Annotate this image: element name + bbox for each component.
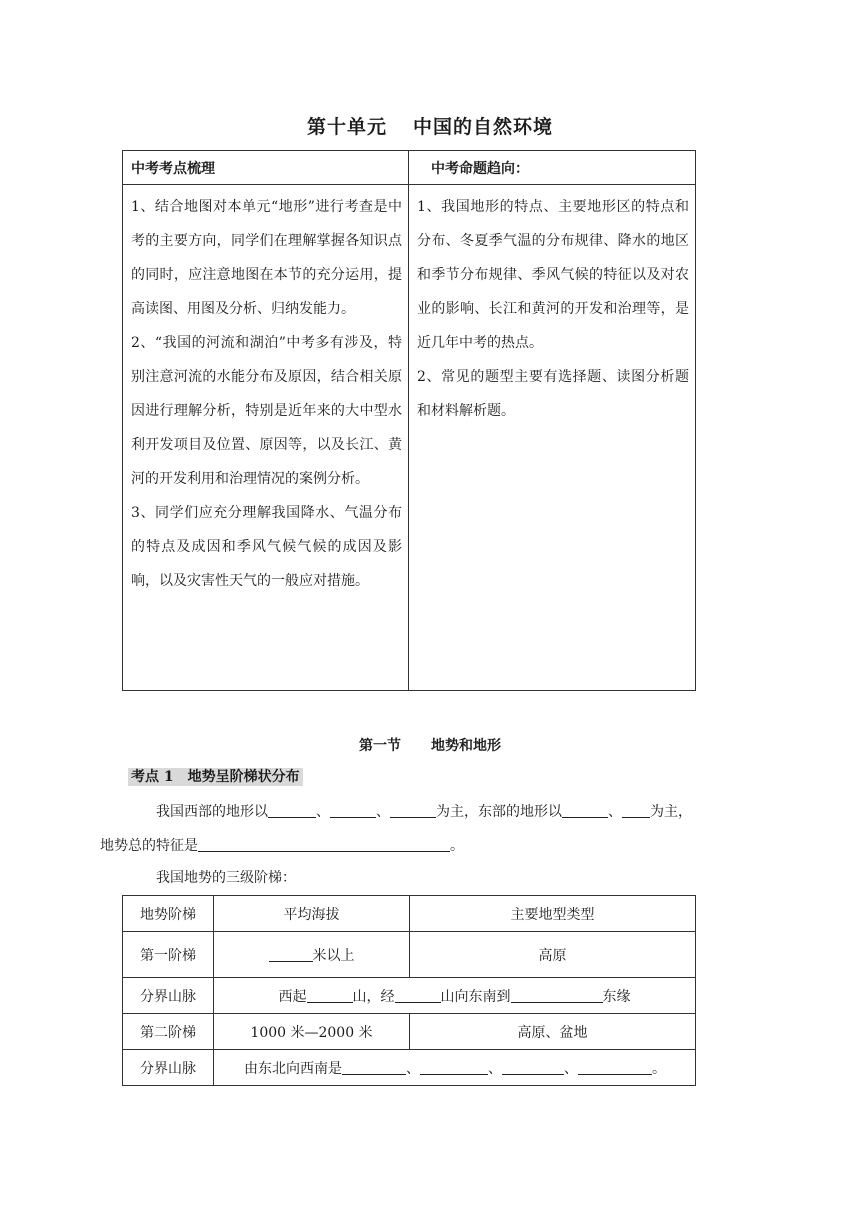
overview-right-item: 1、我国地形的特点、主要地形区的特点和分布、冬夏季气温的分布规律、降水的地区和季节分布规律、季风气候的特征以及对农业的影响、长江和黄河的开发和治理等，是近几年中考的热点。 <box>417 199 689 351</box>
answer-blank[interactable] <box>342 1058 406 1075</box>
row-label: 第一阶梯 <box>123 932 214 978</box>
text: 为主， <box>650 804 692 820</box>
text: 西起 <box>278 988 307 1005</box>
answer-blank[interactable] <box>622 801 650 818</box>
overview-left-item: 1、结合地图对本单元“地形”进行考查是中考的主要方向，同学们在理解掌握各知识点的同时，应注意地图在本节的充分运用，提高读图、用图及分析、归纳发能力。 <box>131 199 402 317</box>
text: 、 <box>406 1060 420 1077</box>
section-title <box>0 735 860 755</box>
text: 、 <box>376 804 390 820</box>
column-header: 地势阶梯 <box>123 896 214 932</box>
answer-blank[interactable] <box>420 1058 488 1075</box>
altitude-cell <box>214 932 410 978</box>
boundary-mountains-cell <box>214 978 696 1014</box>
answer-blank[interactable] <box>269 945 313 962</box>
answer-blank[interactable] <box>390 801 436 818</box>
text: 山向东南到 <box>440 988 511 1005</box>
table-row <box>123 1050 696 1086</box>
text: 由东北向西南是 <box>244 1060 342 1077</box>
answer-blank[interactable] <box>578 1058 652 1075</box>
overview-left-cell <box>123 185 409 691</box>
text: 、 <box>564 1060 578 1077</box>
table-row <box>123 978 696 1014</box>
text: 。 <box>450 838 464 854</box>
overview-left-header: 中考考点梳理 <box>123 151 409 185</box>
text: 、 <box>316 804 330 820</box>
terrain-steps-table <box>122 895 696 1086</box>
unit-title-number: 第十单元 <box>306 116 387 138</box>
answer-blank[interactable] <box>562 801 608 818</box>
column-header: 平均海拔 <box>214 896 410 932</box>
unit-title <box>0 112 860 139</box>
overview-header-row <box>123 151 696 185</box>
landform-type-cell: 高原 <box>410 932 696 978</box>
landform-type-cell: 高原、盆地 <box>410 1014 696 1050</box>
overview-right-header: 中考命题趋向： <box>409 151 696 185</box>
terrain-question-paragraph <box>100 795 728 863</box>
section-number: 第一节 <box>359 738 401 754</box>
answer-blank[interactable] <box>198 835 450 852</box>
unit-title-name: 中国的自然环境 <box>413 116 554 138</box>
answer-blank[interactable] <box>395 986 441 1003</box>
table-row <box>123 1014 696 1050</box>
table-header-row <box>123 896 696 932</box>
text: 为主，东部的地形以 <box>436 804 562 820</box>
text: 米以上 <box>312 947 355 964</box>
text: 。 <box>652 1060 666 1077</box>
overview-left-item: 3、同学们应充分理解我国降水、气温分布的特点及成因和季风气候气候的成因及影响，以及灾害性天气的一般应对措施。 <box>131 505 402 589</box>
overview-right-cell <box>409 185 696 691</box>
altitude-cell: 1000 米—2000 米 <box>214 1014 410 1050</box>
answer-blank[interactable] <box>268 801 316 818</box>
text: 东缘 <box>602 988 631 1005</box>
overview-right-item: 2、常见的题型主要有选择题、读图分析题和材料解析题。 <box>417 369 689 419</box>
answer-blank[interactable] <box>307 986 353 1003</box>
exam-overview-table <box>122 150 696 691</box>
text: 地势总的特征是 <box>100 838 198 854</box>
text: 我国西部的地形以 <box>156 804 268 820</box>
overview-left-item: 2、“我国的河流和湖泊”中考多有涉及，特别注意河流的水能分布及原因，结合相关原因进行理解分析，特别是近年来的大中型水利开发项目及位置、原因等，以及长江、黄河的开发利用和治理情况的案例分析。 <box>131 335 402 487</box>
three-steps-intro: 我国地势的三级阶梯： <box>156 870 296 886</box>
exam-point-heading: 考点 1 地势呈阶梯状分布 <box>128 768 303 786</box>
text: 、 <box>608 804 622 820</box>
answer-blank[interactable] <box>330 801 376 818</box>
table-row <box>123 932 696 978</box>
row-label: 分界山脉 <box>123 978 214 1014</box>
row-label: 分界山脉 <box>123 1050 214 1086</box>
overview-body-row <box>123 185 696 691</box>
text: 山，经 <box>352 988 395 1005</box>
boundary-mountains-cell <box>214 1050 696 1086</box>
text: 、 <box>488 1060 502 1077</box>
answer-blank[interactable] <box>502 1058 564 1075</box>
answer-blank[interactable] <box>511 986 603 1003</box>
column-header: 主要地型类型 <box>410 896 696 932</box>
section-name: 地势和地形 <box>431 738 501 754</box>
row-label: 第二阶梯 <box>123 1014 214 1050</box>
